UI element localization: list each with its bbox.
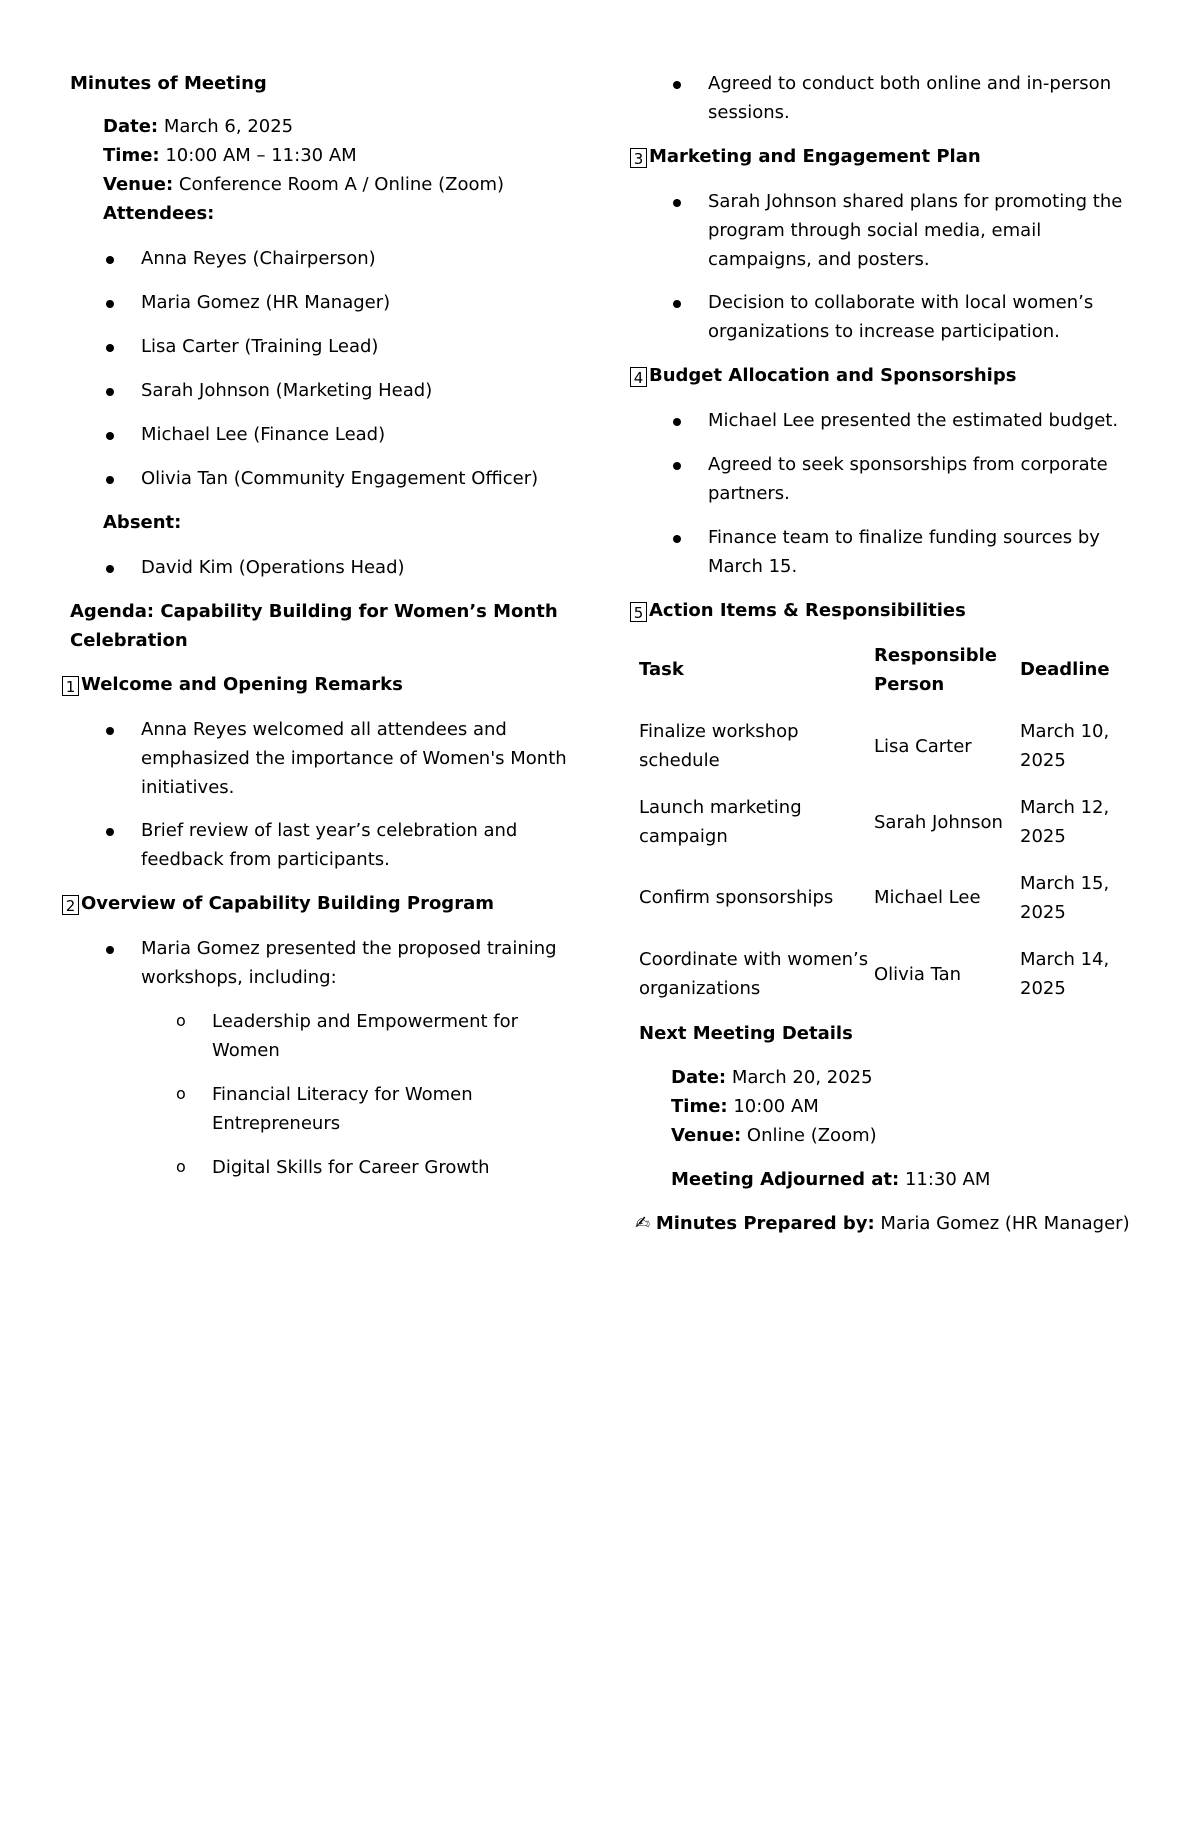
circle-bullet-icon: o: [176, 1157, 186, 1176]
table-cell-task: Launch marketing: [639, 797, 802, 818]
table-header-person: Responsible: [874, 645, 997, 666]
next-meeting-venue: Venue: Online (Zoom): [671, 1125, 877, 1146]
bullet-icon: [106, 432, 114, 440]
table-header-person-cont: Person: [874, 674, 945, 695]
paragraph-line: workshops, including:: [141, 967, 337, 988]
sub-item-line: Entrepreneurs: [212, 1113, 341, 1134]
bullet-icon: [106, 344, 114, 352]
table-cell-task: Coordinate with women’s: [639, 949, 869, 970]
bullet-icon: [106, 828, 114, 836]
paragraph-line: program through social media, email: [708, 220, 1042, 241]
paragraph-line: Finance team to finalize funding sources by: [708, 527, 1100, 548]
paragraph-line: organizations to increase participation.: [708, 321, 1060, 342]
paragraph-line: Brief review of last year’s celebration and: [141, 820, 518, 841]
document-title: Minutes of Meeting: [70, 73, 267, 94]
bullet-icon: [673, 535, 681, 543]
next-meeting-date: Date: March 20, 2025: [671, 1067, 873, 1088]
bullet-icon: [106, 300, 114, 308]
bullet-icon: [106, 388, 114, 396]
paragraph-line: campaigns, and posters.: [708, 249, 930, 270]
agenda-title: Agenda: Capability Building for Women’s Month: [70, 601, 558, 622]
sub-item-line: Leadership and Empowerment for: [212, 1011, 519, 1032]
table-cell-deadline: March 15,: [1020, 873, 1110, 894]
table-cell-task: campaign: [639, 826, 728, 847]
bullet-icon: [673, 418, 681, 426]
sub-item-line: Women: [212, 1040, 280, 1061]
list-item: Michael Lee (Finance Lead): [141, 424, 386, 445]
number-1-icon: 1: [62, 676, 79, 696]
agenda-title-cont: Celebration: [70, 630, 188, 651]
circle-bullet-icon: o: [176, 1084, 186, 1103]
section-4-heading: 4 Budget Allocation and Sponsorships: [630, 362, 1016, 390]
table-cell-person: Olivia Tan: [874, 964, 962, 985]
table-cell-person: Sarah Johnson: [874, 812, 1003, 833]
table-cell-deadline: March 12,: [1020, 797, 1110, 818]
paragraph-line: partners.: [708, 483, 790, 504]
bullet-icon: [673, 199, 681, 207]
bullet-icon: [673, 462, 681, 470]
attendees-heading: Attendees:: [103, 203, 215, 224]
writing-hand-icon: ✍: [635, 1213, 651, 1234]
bullet-icon: [673, 300, 681, 308]
bullet-icon: [673, 81, 681, 89]
paragraph-line: initiatives.: [141, 777, 235, 798]
prepared-by-line: ✍ Minutes Prepared by: Maria Gomez (HR Manager): [635, 1213, 1130, 1234]
bullet-icon: [106, 565, 114, 573]
table-header-task: Task: [639, 659, 684, 680]
bullet-icon: [106, 727, 114, 735]
list-item: Anna Reyes (Chairperson): [141, 248, 376, 269]
table-cell-task: organizations: [639, 978, 761, 999]
table-cell-deadline: 2025: [1020, 826, 1066, 847]
adjourned-line: Meeting Adjourned at: 11:30 AM: [671, 1169, 991, 1190]
paragraph-line: Maria Gomez presented the proposed training: [141, 938, 557, 959]
meeting-venue: Venue: Conference Room A / Online (Zoom): [103, 174, 505, 195]
section-3-heading: 3 Marketing and Engagement Plan: [630, 143, 981, 171]
number-4-icon: 4: [630, 367, 647, 387]
table-cell-deadline: March 10,: [1020, 721, 1110, 742]
list-item: Lisa Carter (Training Lead): [141, 336, 379, 357]
paragraph-line: Agreed to seek sponsorships from corporate: [708, 454, 1108, 475]
paragraph-line: emphasized the importance of Women's Month: [141, 748, 567, 769]
number-5-icon: 5: [630, 602, 647, 622]
table-cell-deadline: 2025: [1020, 750, 1066, 771]
next-meeting-heading: Next Meeting Details: [639, 1023, 853, 1044]
table-cell-deadline: March 14,: [1020, 949, 1110, 970]
list-item: Sarah Johnson (Marketing Head): [141, 380, 433, 401]
table-cell-task: Confirm sponsorships: [639, 887, 834, 908]
sub-item-line: Digital Skills for Career Growth: [212, 1157, 490, 1178]
paragraph-line: Anna Reyes welcomed all attendees and: [141, 719, 507, 740]
table-cell-task: schedule: [639, 750, 720, 771]
paragraph-line: Agreed to conduct both online and in-person: [708, 73, 1112, 94]
sub-item-line: Financial Literacy for Women: [212, 1084, 473, 1105]
absent-heading: Absent:: [103, 512, 182, 533]
section-1-heading: 1 Welcome and Opening Remarks: [62, 671, 403, 699]
paragraph-line: feedback from participants.: [141, 849, 390, 870]
table-cell-person: Michael Lee: [874, 887, 981, 908]
list-item: David Kim (Operations Head): [141, 557, 405, 578]
paragraph-line: March 15.: [708, 556, 798, 577]
bullet-icon: [106, 946, 114, 954]
next-meeting-time: Time: 10:00 AM: [671, 1096, 819, 1117]
paragraph-line: Michael Lee presented the estimated budget.: [708, 410, 1119, 431]
bullet-icon: [106, 256, 114, 264]
table-cell-task: Finalize workshop: [639, 721, 799, 742]
section-5-heading: 5 Action Items & Responsibilities: [630, 597, 966, 625]
table-cell-deadline: 2025: [1020, 978, 1066, 999]
list-item: Maria Gomez (HR Manager): [141, 292, 391, 313]
table-cell-person: Lisa Carter: [874, 736, 972, 757]
circle-bullet-icon: o: [176, 1011, 186, 1030]
meeting-date: Date: March 6, 2025: [103, 116, 294, 137]
list-item: Olivia Tan (Community Engagement Officer): [141, 468, 539, 489]
paragraph-line: Decision to collaborate with local women’s: [708, 292, 1094, 313]
paragraph-line: Sarah Johnson shared plans for promoting the: [708, 191, 1123, 212]
table-header-deadline: Deadline: [1020, 659, 1110, 680]
number-3-icon: 3: [630, 148, 647, 168]
number-2-icon: 2: [62, 895, 79, 915]
bullet-icon: [106, 476, 114, 484]
meeting-time: Time: 10:00 AM – 11:30 AM: [103, 145, 357, 166]
paragraph-line: sessions.: [708, 102, 790, 123]
section-2-heading: 2 Overview of Capability Building Program: [62, 890, 494, 918]
table-cell-deadline: 2025: [1020, 902, 1066, 923]
